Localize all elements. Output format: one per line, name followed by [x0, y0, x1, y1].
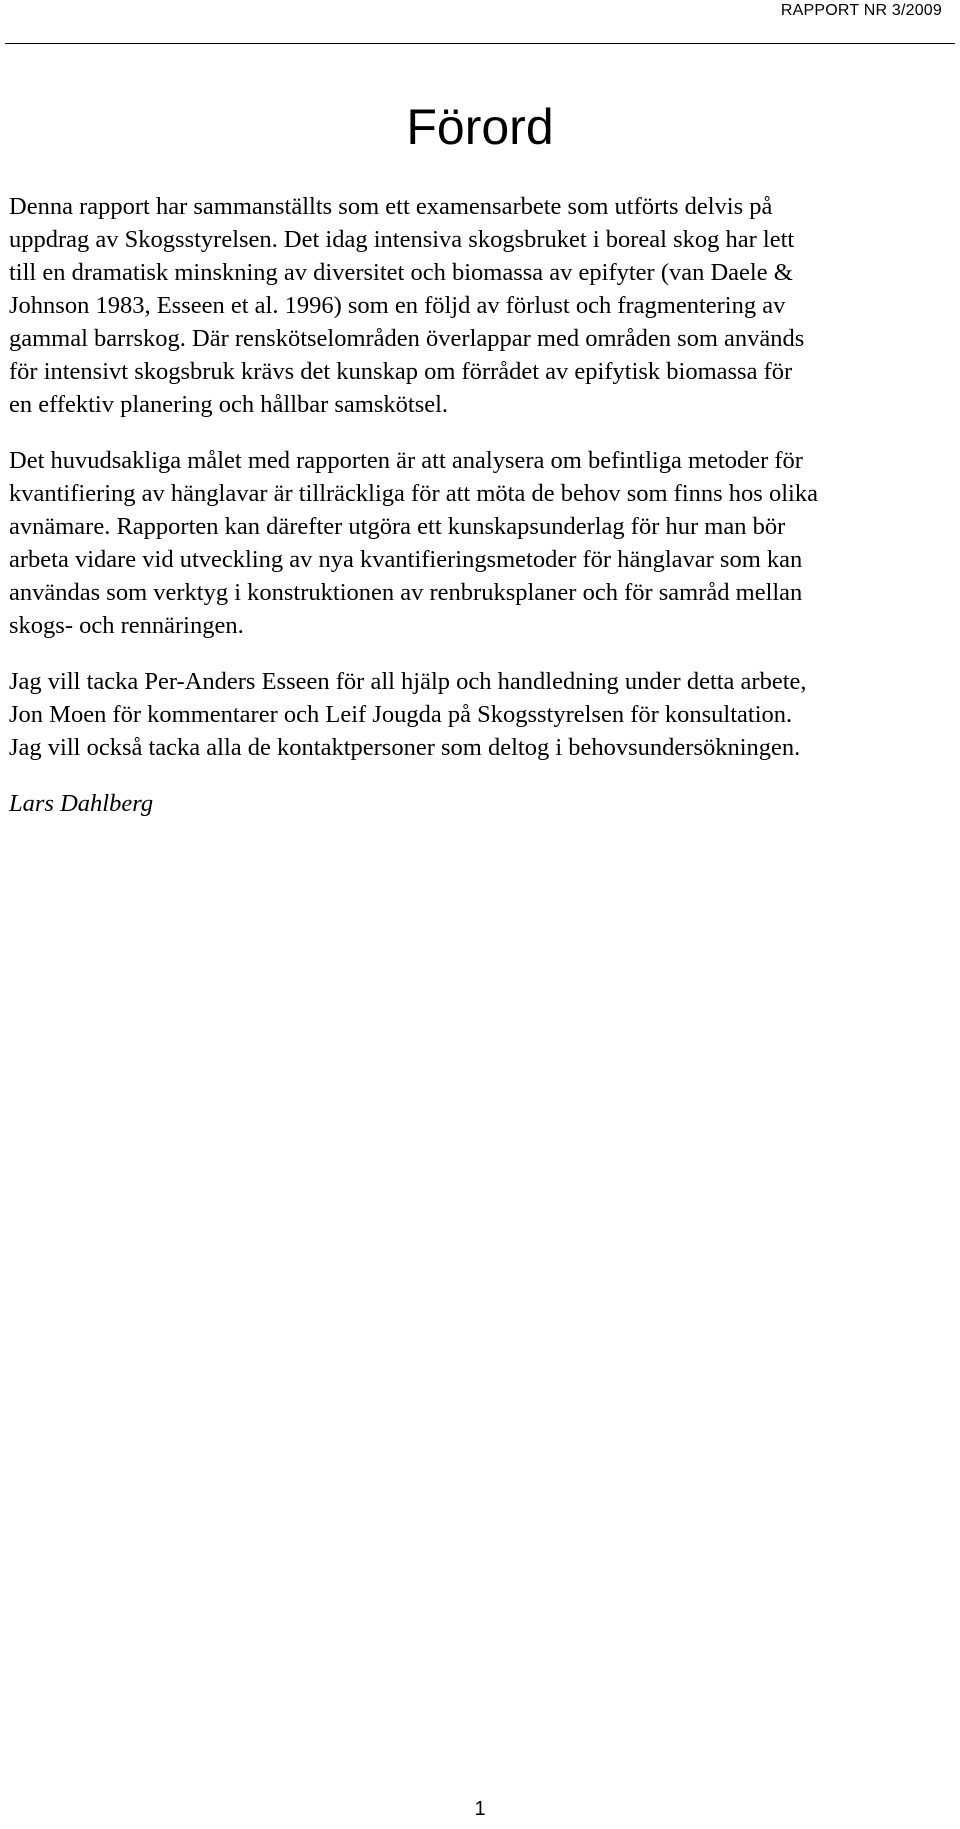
text-line: Jon Moen för kommentarer och Leif Jougda på Skogsstyrelsen för konsultation. — [9, 701, 793, 728]
paragraph-intro — [9, 190, 951, 421]
text-line: kvantifiering av hänglavar är tillräckliga för att möta de behov som finns hos olika — [9, 480, 818, 507]
author-signature: Lars Dahlberg — [9, 790, 154, 817]
text-line: en effektiv planering och hållbar samskötsel. — [9, 391, 449, 418]
document-body — [9, 190, 951, 820]
text-line: Jag vill också tacka alla de kontaktpersoner som deltog i behovsundersökningen. — [9, 734, 801, 761]
text-line: för intensivt skogsbruk krävs det kunskap om förrådet av epifytisk biomassa för — [9, 358, 793, 385]
paragraph-acknowledgements — [9, 665, 951, 764]
text-line: uppdrag av Skogsstyrelsen. Det idag intensiva skogsbruket i boreal skog har lett — [9, 226, 795, 253]
text-line: Det huvudsakliga målet med rapporten är att analysera om befintliga metoder för — [9, 447, 803, 474]
text-line: skogs- och rennäringen. — [9, 612, 244, 639]
text-line: användas som verktyg i konstruktionen av renbruksplaner och för samråd mellan — [9, 579, 803, 606]
header-divider — [5, 43, 955, 44]
text-line: Jag vill tacka Per-Anders Esseen för all hjälp och handledning under detta arbete, — [9, 668, 807, 695]
paragraph-aim — [9, 444, 951, 642]
text-line: avnämare. Rapporten kan därefter utgöra ett kunskapsunderlag för hur man bör — [9, 513, 786, 540]
text-line: arbeta vidare vid utveckling av nya kvantifieringsmetoder för hänglavar som kan — [9, 546, 803, 573]
text-line: Johnson 1983, Esseen et al. 1996) som en följd av förlust och fragmentering av — [9, 292, 786, 319]
text-line: till en dramatisk minskning av diversitet och biomassa av epifyter (van Daele & — [9, 259, 793, 286]
page-number: 1 — [474, 1798, 486, 1820]
page-title: Förord — [406, 99, 554, 155]
text-line: Denna rapport har sammanställts som ett examensarbete som utförts delvis på — [9, 193, 773, 220]
text-line: gammal barrskog. Där renskötselområden överlappar med områden som används — [9, 325, 805, 352]
report-number-header: RAPPORT NR 3/2009 — [780, 2, 942, 19]
